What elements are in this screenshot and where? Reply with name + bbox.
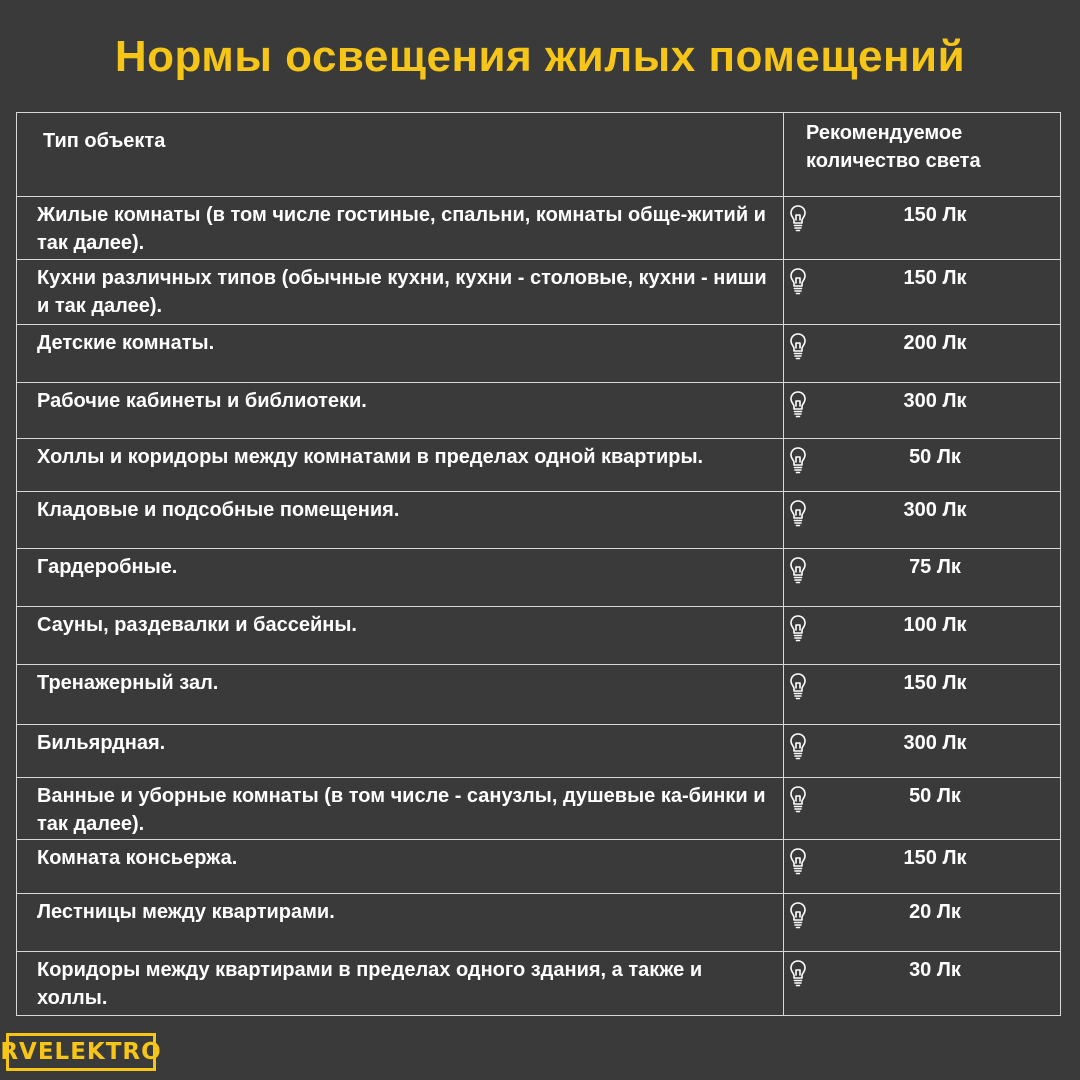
table-row <box>17 952 1061 1016</box>
object-type-cell: Бильярдная. <box>17 725 784 778</box>
object-type-cell: Кухни различных типов (обычные кухни, кухни - столовые, кухни - ниши и так далее). <box>17 260 784 325</box>
light-amount-cell <box>784 197 1061 260</box>
table-row <box>17 197 1061 260</box>
light-amount-value: 150 Лк <box>903 672 967 694</box>
lightbulb-icon <box>789 267 807 295</box>
light-amount-cell <box>784 439 1061 492</box>
light-amount-cell <box>784 840 1061 894</box>
lightbulb-icon <box>789 390 807 418</box>
table-row <box>17 894 1061 952</box>
light-amount-value: 150 Лк <box>903 847 967 869</box>
lightbulb-icon <box>789 785 807 813</box>
light-amount-cell <box>784 549 1061 607</box>
light-amount-cell <box>784 894 1061 952</box>
light-amount-value: 100 Лк <box>903 614 967 636</box>
light-amount-cell <box>784 260 1061 325</box>
table-row <box>17 778 1061 840</box>
light-amount-value: 150 Лк <box>903 204 967 226</box>
table-row <box>17 725 1061 778</box>
table-row <box>17 549 1061 607</box>
lightbulb-icon <box>789 204 807 232</box>
object-type-cell: Сауны, раздевалки и бассейны. <box>17 607 784 665</box>
lightbulb-icon <box>789 901 807 929</box>
object-type-cell: Кладовые и подсобные помещения. <box>17 492 784 549</box>
brand-logo: RVELEKTRO <box>6 1033 156 1071</box>
light-amount-cell <box>784 492 1061 549</box>
object-type-cell: Детские комнаты. <box>17 325 784 383</box>
light-amount-value: 50 Лк <box>909 446 961 468</box>
object-type-cell: Рабочие кабинеты и библиотеки. <box>17 383 784 439</box>
lightbulb-icon <box>789 959 807 987</box>
light-amount-value: 300 Лк <box>903 732 967 754</box>
table-row <box>17 383 1061 439</box>
light-amount-cell <box>784 952 1061 1016</box>
lightbulb-icon <box>789 332 807 360</box>
light-amount-value: 150 Лк <box>903 267 967 289</box>
object-type-cell: Ванные и уборные комнаты (в том числе - санузлы, душевые ка-бинки и так далее). <box>17 778 784 840</box>
light-amount-cell <box>784 607 1061 665</box>
lightbulb-icon <box>789 556 807 584</box>
object-type-cell: Холлы и коридоры между комнатами в пределах одной квартиры. <box>17 439 784 492</box>
light-amount-value: 300 Лк <box>903 390 967 412</box>
light-amount-cell <box>784 665 1061 725</box>
object-type-cell: Тренажерный зал. <box>17 665 784 725</box>
light-amount-value: 75 Лк <box>909 556 961 578</box>
light-amount-cell <box>784 725 1061 778</box>
object-type-cell: Лестницы между квартирами. <box>17 894 784 952</box>
lighting-norms-table <box>16 112 1061 1016</box>
lightbulb-icon <box>789 446 807 474</box>
light-amount-value: 50 Лк <box>909 785 961 807</box>
table-header-row <box>17 113 1061 197</box>
light-amount-value: 30 Лк <box>909 959 961 981</box>
object-type-cell: Жилые комнаты (в том числе гостиные, спальни, комнаты обще-житий и так далее). <box>17 197 784 260</box>
object-type-cell: Коридоры между квартирами в пределах одного здания, а также и холлы. <box>17 952 784 1016</box>
table-row <box>17 492 1061 549</box>
header-object-type: Тип объекта <box>17 113 784 197</box>
table-row <box>17 260 1061 325</box>
light-amount-cell <box>784 778 1061 840</box>
light-amount-value: 300 Лк <box>903 499 967 521</box>
light-amount-cell <box>784 325 1061 383</box>
table-row <box>17 665 1061 725</box>
table-row <box>17 607 1061 665</box>
lightbulb-icon <box>789 672 807 700</box>
light-amount-value: 200 Лк <box>903 332 967 354</box>
lightbulb-icon <box>789 732 807 760</box>
light-amount-cell <box>784 383 1061 439</box>
object-type-cell: Гардеробные. <box>17 549 784 607</box>
object-type-cell: Комната консьержа. <box>17 840 784 894</box>
page-title: Нормы освещения жилых помещений <box>114 32 966 81</box>
header-recommended-light: Рекомендуемое количество света <box>784 113 1061 197</box>
lightbulb-icon <box>789 847 807 875</box>
table-row <box>17 439 1061 492</box>
table-row <box>17 840 1061 894</box>
lightbulb-icon <box>789 499 807 527</box>
table-row <box>17 325 1061 383</box>
lightbulb-icon <box>789 614 807 642</box>
light-amount-value: 20 Лк <box>909 901 961 923</box>
